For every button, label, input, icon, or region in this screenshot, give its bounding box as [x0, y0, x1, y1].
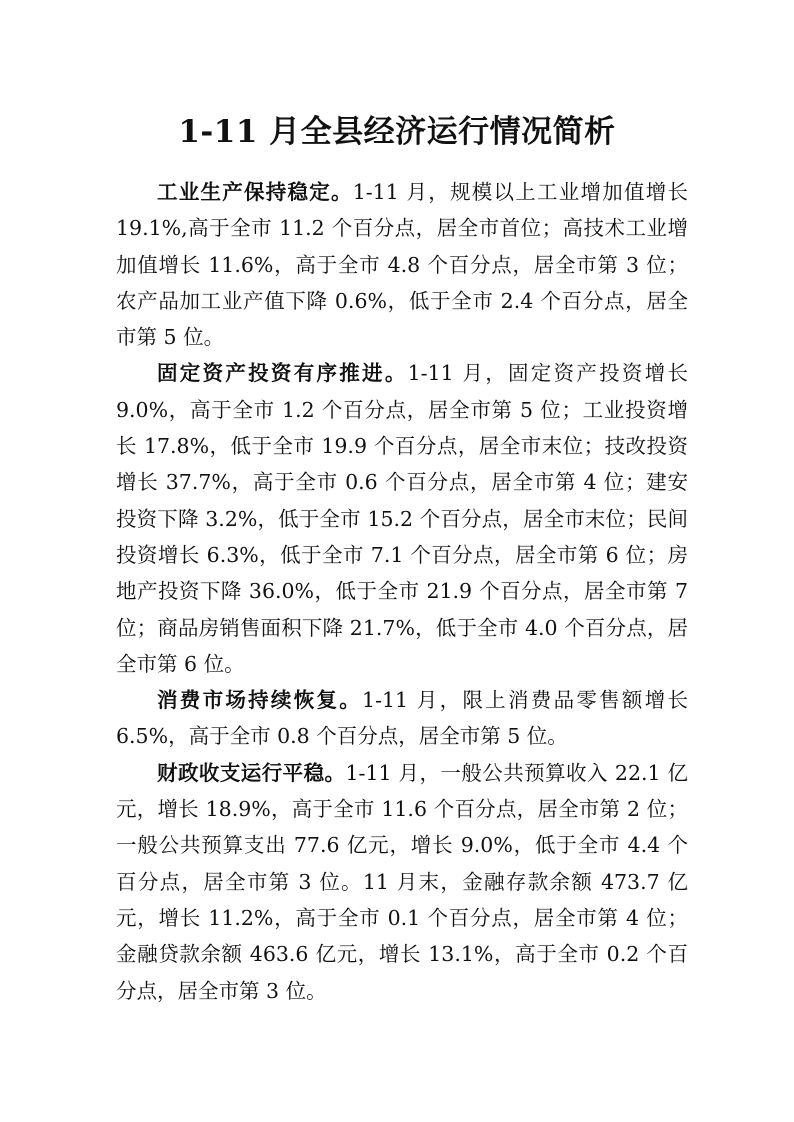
paragraph-text: 1-11 月，固定资产投资增长 9.0%，高于全市 1.2 个百分点，居全市第 5 位；工业投资增长 17.8%，低于全市 19.9 个百分点，居全市末位；技改投资增长 37.7%，高于全市 0.6 个百分点，居全市第 4 位；建安投资下降 3.2%，低于全市 15.2 个百分点，居全市末位；民间投资增长 6.3%，低于全市 7.1 个百分点，居全市第 6 位；房地产投资下降 36.0%，低于全市 21.9 个百分点，居全市第 7 位；商品房销售面积下降 21.7%，低于全市 4.0 个百分点，居全市第 6 位。 — [116, 361, 689, 676]
paragraph-lead: 消费市场持续恢复。 — [157, 688, 363, 713]
paragraph-text: 1-11 月，规模以上工业增加值增长 19.1%,高于全市 11.2 个百分点，居全市首位；高技术工业增加值增长 11.6%，高于全市 4.8 个百分点，居全市第 3 位；农产品加工业产值下降 0.6%，低于全市 2.4 个百分点，居全市第 5 位。 — [116, 180, 688, 350]
paragraph-text: 1-11 月，限上消费品零售额增长 6.5%，高于全市 0.8 个百分点，居全市第 5 位。 — [116, 688, 689, 749]
document-body — [116, 174, 688, 1009]
paragraph-lead: 工业生产保持稳定。 — [157, 180, 353, 204]
paragraph-fiscal — [116, 755, 688, 1009]
document-title: 1-11 月全县经济运行情况简析 — [178, 114, 616, 150]
paragraph-consumer-market — [116, 682, 688, 755]
paragraph-fixed-asset-investment — [116, 355, 688, 682]
paragraph-lead: 财政收支运行平稳。 — [157, 760, 346, 785]
paragraph-text: 1-11 月，一般公共预算收入 22.1 亿元，增长 18.9%，高于全市 11.6 个百分点，居全市第 2 位；一般公共预算支出 77.6 亿元，增长 9.0%，低于全市 4.4 个百分点，居全市第 3 位。11 月末，金融存款余额 473.7 亿元，增长 11.2%，高于全市 0.1 个百分点，居全市第 4 位；金融贷款余额 463.6 亿元，增长 13.1%，高于全市 0.2 个百分点，居全市第 3 位。 — [116, 760, 689, 1003]
paragraph-lead: 固定资产投资有序推进。 — [157, 361, 408, 386]
paragraph-industry — [116, 174, 688, 355]
